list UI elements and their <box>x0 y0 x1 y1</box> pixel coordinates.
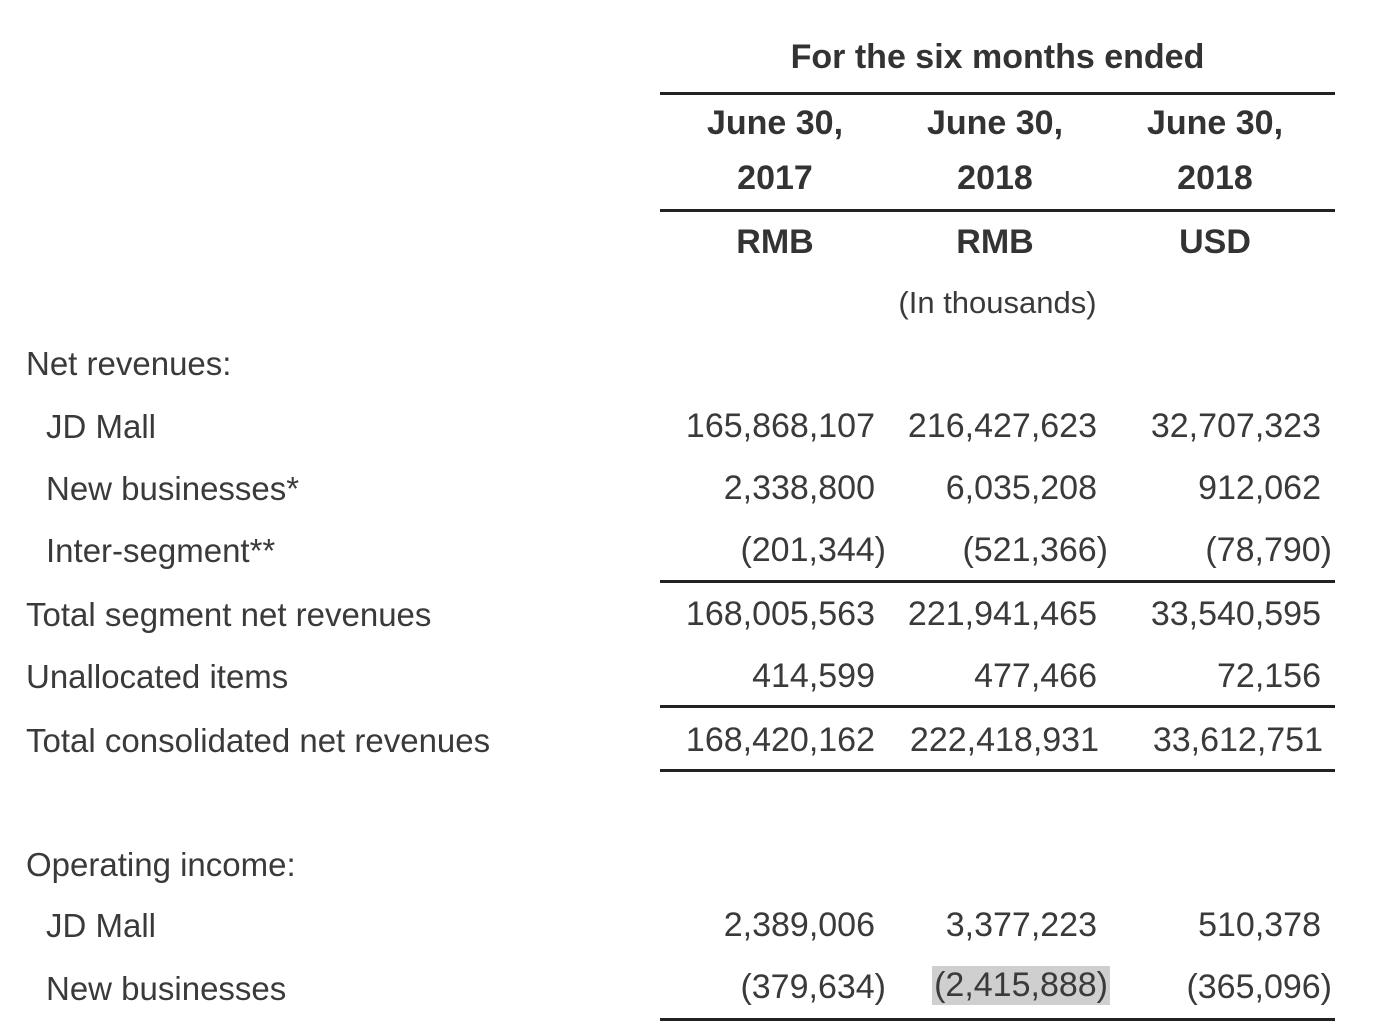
col-3-date: June 30, <box>1146 104 1284 142</box>
cell-value: 221,941,465 <box>907 595 1097 633</box>
subtotal-rule-bottom <box>660 1018 1335 1021</box>
row-label: Inter-segment** <box>46 532 276 569</box>
cell-value: 2,389,006 <box>723 906 875 944</box>
section-label-operating-income: Operating income: <box>26 846 296 883</box>
total-rule-bottom <box>660 769 1335 772</box>
cell-value: 216,427,623 <box>907 407 1097 445</box>
cell-value: 6,035,208 <box>945 469 1097 507</box>
header-rule-mid <box>660 209 1335 212</box>
cell-value: (201,344) <box>740 531 886 569</box>
header-rule-top <box>660 92 1335 95</box>
cell-value: 510,378 <box>1198 906 1321 944</box>
period-title: For the six months ended <box>790 38 1205 76</box>
cell-value: (365,096) <box>1186 968 1332 1006</box>
cell-value: 222,418,931 <box>909 721 1099 759</box>
units-note: (In thousands) <box>898 285 1097 320</box>
cell-value: 2,338,800 <box>723 469 875 507</box>
cell-value: 912,062 <box>1198 469 1321 507</box>
total-rule-top <box>660 705 1335 708</box>
cell-value: 477,466 <box>974 657 1097 695</box>
col-1-year: 2017 <box>737 159 813 197</box>
cell-value: 32,707,323 <box>1150 407 1321 445</box>
row-label: New businesses <box>46 970 287 1007</box>
cell-value: 414,599 <box>752 657 875 695</box>
col-2-year: 2018 <box>957 159 1033 197</box>
cell-value-highlighted: (2,415,888) <box>934 966 1108 1004</box>
cell-value: 33,540,595 <box>1150 595 1321 633</box>
cell-value: 72,156 <box>1217 657 1321 695</box>
cell-value: 3,377,223 <box>945 906 1097 944</box>
cell-value: (379,634) <box>740 968 886 1006</box>
cell-value: 33,612,751 <box>1152 721 1323 759</box>
subtotal-rule <box>660 580 1335 583</box>
col-2-currency: RMB <box>956 223 1034 261</box>
row-label: New businesses* <box>46 470 300 507</box>
cell-value: 165,868,107 <box>685 407 875 445</box>
cell-value: (521,366) <box>962 531 1108 569</box>
cell-value: 168,420,162 <box>685 721 875 759</box>
col-1-date: June 30, <box>706 104 844 142</box>
row-label: JD Mall <box>46 907 157 944</box>
col-2-date: June 30, <box>926 104 1064 142</box>
cell-value: (78,790) <box>1205 531 1332 569</box>
row-label: Total segment net revenues <box>26 596 432 633</box>
col-3-year: 2018 <box>1177 159 1253 197</box>
cell-value: 168,005,563 <box>685 595 875 633</box>
col-1-currency: RMB <box>736 223 814 261</box>
section-label-net-revenues: Net revenues: <box>26 345 232 382</box>
row-label: Total consolidated net revenues <box>26 722 491 759</box>
row-label: Unallocated items <box>26 658 289 695</box>
col-3-currency: USD <box>1179 223 1251 261</box>
row-label: JD Mall <box>46 408 157 445</box>
